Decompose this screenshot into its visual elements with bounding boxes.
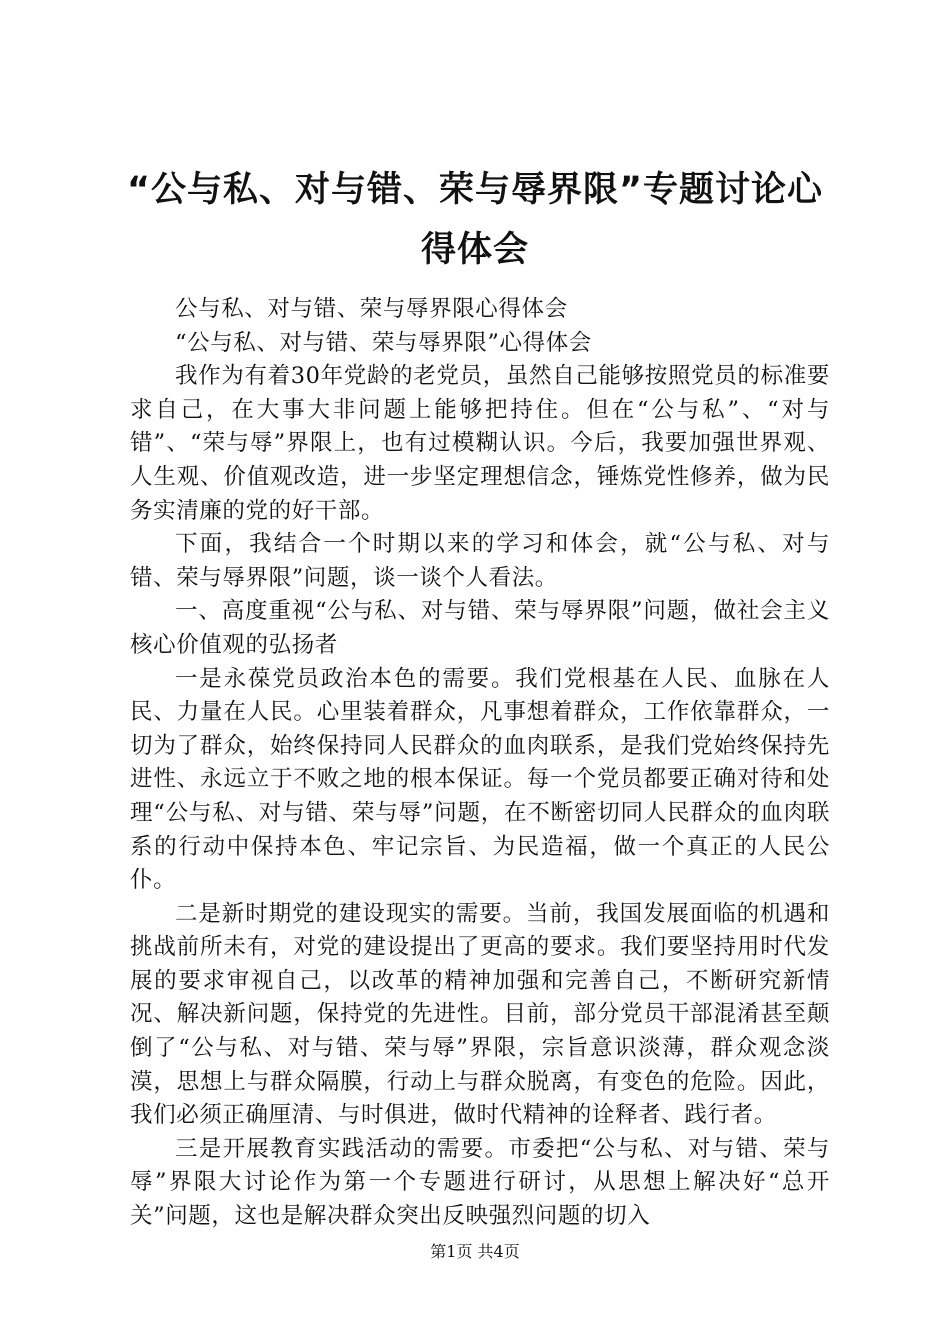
paragraph: “公与私、对与错、荣与辱界限”心得体会 (175, 329, 592, 356)
paragraph: 二是新时期党的建设现实的需要。当前，我国发展面临的机遇和挑战前所未有，对党的建设提出了更高的要求。我们要坚持用时代发展的要求审视自己，以改革的精神加强和完善自己，不断研究新情况、解决新问题，保持党的先进性。目前，部分党员干部混淆甚至颠倒了“公与私、对与错、荣与辱”界限，宗旨意识淡薄，群众观念淡漠，思想上与群众隔膜，行动上与群众脱离，有变色的危险。因此，我们必须正确厘清、与时俱进，做时代精神的诠释者、践行者。 (130, 900, 830, 1129)
paragraph: 公与私、对与错、荣与辱界限心得体会 (175, 296, 568, 322)
paragraph: 下面，我结合一个时期以来的学习和体会，就“公与私、对与错、荣与辱界限”问题，谈一谈个人看法。 (130, 531, 830, 591)
document-body (130, 293, 830, 1234)
document-title: “公与私、对与错、荣与辱界限”专题讨论心得体会 (126, 170, 823, 270)
paragraph: 三是开展教育实践活动的需要。市委把“公与私、对与错、荣与辱”界限大讨论作为第一个专题进行研讨，从思想上解决好“总开关”问题，这也是解决群众突出反映强烈问题的切入 (130, 1135, 830, 1230)
paragraph: 我作为有着30年党龄的老党员，虽然自己能够按照党员的标准要求自己，在大事大非问题上能够把持住。但在“公与私”、“对与错”、“荣与辱”界限上，也有过模糊认识。今后，我要加强世界观、人生观、价值观改造，进一步坚定理想信念，锤炼党性修养，做为民务实清廉的党的好干部。 (130, 363, 830, 524)
page-footer: 第1页 共4页 (430, 1242, 520, 1261)
paragraph: 一是永葆党员政治本色的需要。我们党根基在人民、血脉在人民、力量在人民。心里装着群众，凡事想着群众，工作依靠群众，一切为了群众，始终保持同人民群众的血肉联系，是我们党始终保持先进性、永远立于不败之地的根本保证。每一个党员都要正确对待和处理“公与私、对与错、荣与辱”问题，在不断密切同人民群众的血肉联系的行动中保持本色、牢记宗旨、为民造福，做一个真正的人民公仆。 (130, 665, 830, 894)
section-heading: 一、高度重视“公与私、对与错、荣与辱界限”问题，做社会主义核心价值观的弘扬者 (130, 598, 830, 658)
